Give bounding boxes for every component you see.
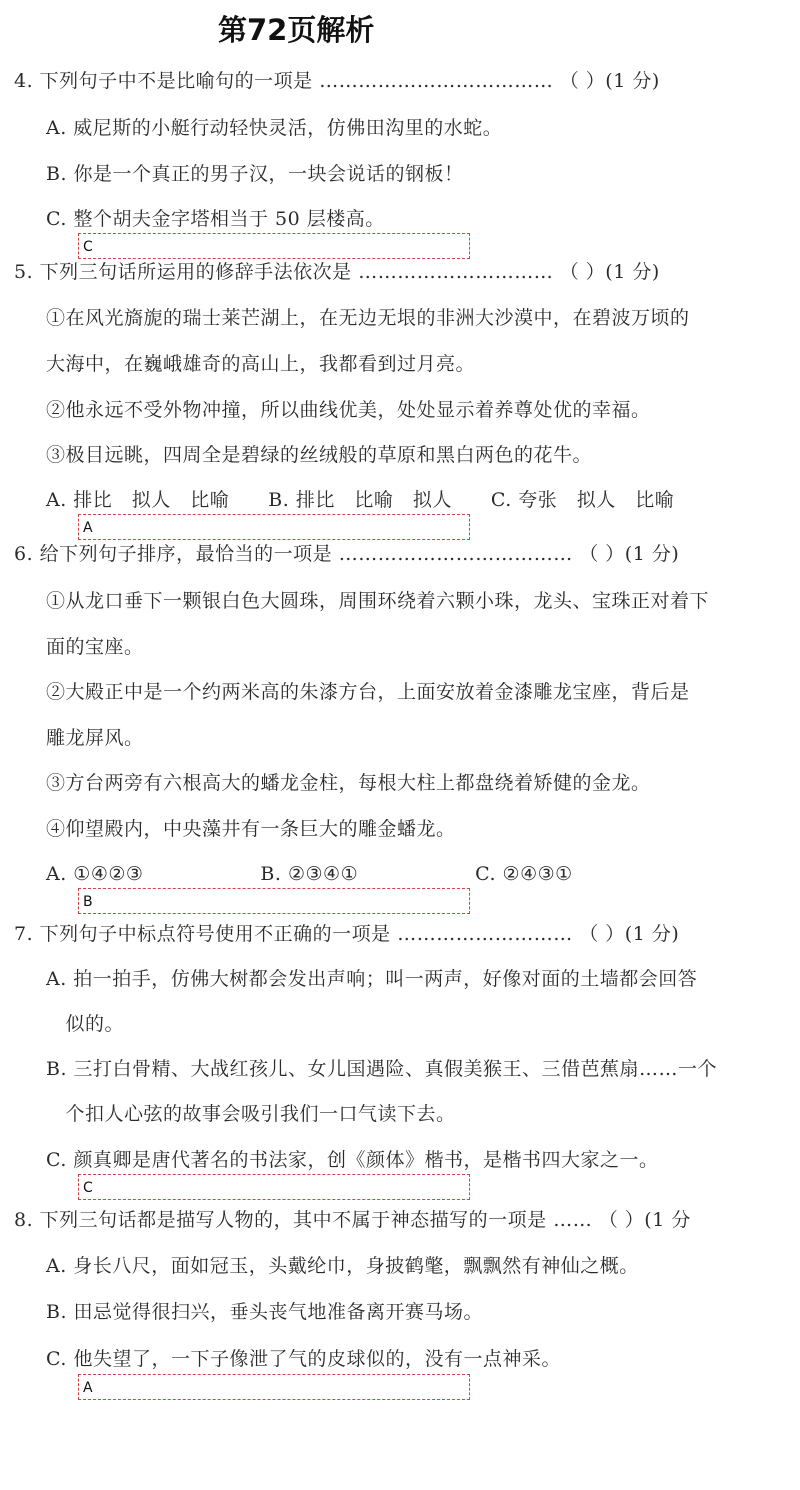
question-4-option-b: B. 你是一个真正的男子汉，一块会说话的钢板！ xyxy=(46,163,464,185)
question-6-sentence-1b: 面的宝座。 xyxy=(46,636,144,658)
question-6-sentence-3: ③方台两旁有六根高大的蟠龙金柱，每根大柱上都盘绕着矫健的金龙。 xyxy=(46,772,651,794)
question-4-option-a: A. 威尼斯的小艇行动轻快灵活，仿佛田沟里的水蛇。 xyxy=(46,117,503,139)
question-6-sentence-4: ④仰望殿内，中央藻井有一条巨大的雕金蟠龙。 xyxy=(46,818,456,840)
question-5-sentence-1a: ①在风光旖旎的瑞士莱芒湖上，在无边无垠的非洲大沙漠中，在碧波万顷的 xyxy=(46,307,690,329)
question-6-stem: 6. 给下列句子排序，最恰当的一项是 ……………………………… （ ）(1 分) xyxy=(14,543,680,565)
question-4-option-c: C. 整个胡夫金字塔相当于 50 层楼高。 xyxy=(46,208,385,230)
question-7-option-b-line2: 个扣人心弦的故事会吸引我们一口气读下去。 xyxy=(46,1103,456,1125)
question-8-option-a: A. 身长八尺，面如冠玉，头戴纶巾，身披鹤氅，飘飘然有神仙之概。 xyxy=(46,1255,639,1277)
question-5-sentence-2: ②他永远不受外物冲撞，所以曲线优美，处处显示着养尊处优的幸福。 xyxy=(46,399,651,421)
question-7-option-a-line2: 似的。 xyxy=(46,1013,125,1035)
question-8-stem: 8. 下列三句话都是描写人物的，其中不属于神态描写的一项是 …… （ ）(1 分 xyxy=(14,1209,691,1231)
question-6-sentence-1a: ①从龙口垂下一颗银白色大圆珠，周围环绕着六颗小珠，龙头、宝珠正对着下 xyxy=(46,590,710,612)
question-5-sentence-1b: 大海中，在巍峨雄奇的高山上，我都看到过月亮。 xyxy=(46,353,476,375)
question-7-stem: 7. 下列句子中标点符号使用不正确的一项是 ……………………… （ ）(1 分) xyxy=(14,923,680,945)
answer-box-4: C xyxy=(78,233,470,259)
question-5-stem: 5. 下列三句话所运用的修辞手法依次是 ………………………… （ ）(1 分) xyxy=(14,261,660,283)
question-6-options: A. ①④②③ B. ②③④① C. ②④③① xyxy=(46,863,573,885)
answer-box-8: A xyxy=(78,1374,470,1400)
answer-box-6: B xyxy=(78,888,470,914)
question-7-option-b-line1: B. 三打白骨精、大战红孩儿、女儿国遇险、真假美猴王、三借芭蕉扇……一个 xyxy=(46,1058,718,1080)
answer-box-7: C xyxy=(78,1174,470,1200)
question-6-sentence-2b: 雕龙屏风。 xyxy=(46,727,144,749)
question-4-stem: 4. 下列句子中不是比喻句的一项是 ……………………………… （ ）(1 分) xyxy=(14,70,660,92)
answer-box-5: A xyxy=(78,514,470,540)
question-7-option-a-line1: A. 拍一拍手，仿佛大树都会发出声响；叫一两声，好像对面的土墙都会回答 xyxy=(46,968,698,990)
question-8-option-b: B. 田忌觉得很扫兴，垂头丧气地准备离开赛马场。 xyxy=(46,1301,484,1323)
question-6-sentence-2a: ②大殿正中是一个约两米高的朱漆方台，上面安放着金漆雕龙宝座，背后是 xyxy=(46,681,690,703)
question-7-option-c: C. 颜真卿是唐代著名的书法家，创《颜体》楷书，是楷书四大家之一。 xyxy=(46,1149,659,1171)
question-5-sentence-3: ③极目远眺，四周全是碧绿的丝绒般的草原和黑白两色的花牛。 xyxy=(46,444,593,466)
page-title: 第72页解析 xyxy=(218,13,375,47)
question-5-options: A. 排比 拟人 比喻 B. 排比 比喻 拟人 C. 夸张 拟人 比喻 xyxy=(46,489,675,511)
question-8-option-c: C. 他失望了，一下子像泄了气的皮球似的，没有一点神采。 xyxy=(46,1348,561,1370)
